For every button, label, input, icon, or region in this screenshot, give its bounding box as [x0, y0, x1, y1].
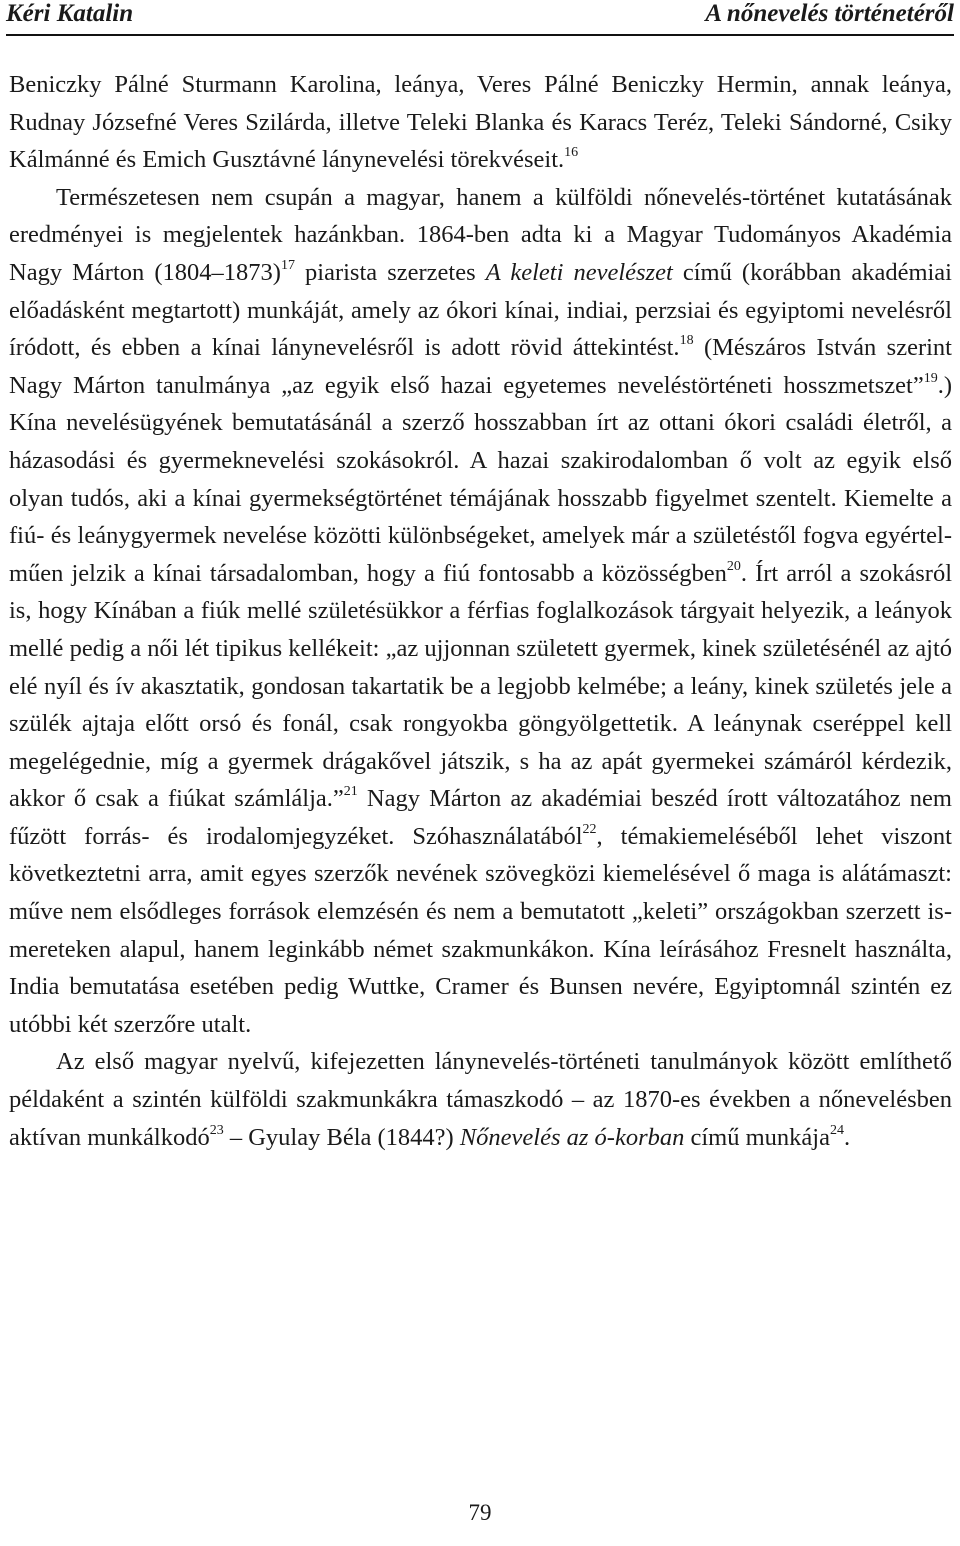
- running-header: [6, 0, 954, 36]
- header-title: A nőnevelés történetéről: [705, 0, 954, 27]
- paragraph: Az első magyar nyelvű, kifejezetten lánynevelés-történeti tanulmányok között említhető példaként a szintén külföldi szakmunkákra támaszkodó – az 1870-es években a nőnevelésben aktívan munkálkodó$^{23}$ – Gyulay Béla (1844?) Nőnevelés az ó-korban című munkája$^{24}$.: [9, 1048, 952, 1151]
- header-author: Kéri Katalin: [6, 0, 134, 27]
- paragraph: Természetesen nem csupán a magyar, hanem a külföldi nőnevelés-történet kutatásának eredményei is megjelentek hazánkban. 1864-ben adta ki a Magyar Tudományos Akadémia Nagy Márton (1804–1873)$^{17}$ piarista szerzetes A keleti nevelészet című (korábban akadémiai előadásként megtartott) munkáját, amely az ókori kínai, indiai, perzsiai és egyiptomi nevelésről íródott, és ebben a kínai lánynevelésről is adott rövid áttekintést.$^{18}$ (Mészáros István szerint Nagy Márton tanulmánya „az egyik első hazai egyetemes neveléstörténeti hosszmetszet”$^{19}$.) Kína nevelésügyének bemutatásánál a szerző hosszabban írt az ottani ókori családi életről, a házasodási és gyermeknevelési szokásokról. A hazai szakirodalomban ő volt az egyik első olyan tudós, aki a kínai gyermekségtörténet témájának hosszabb figyelmet szentelt. Kiemelte a fiú- és leánygyermek nevelése közötti különbségeket, amelyek már a születéstől fogva egyértelműen jelzik a kínai társadalomban, hogy a fiú fontosabb a közösségben$^{20}$. Írt arról a szokásról is, hogy Kínában a fiúk mellé születésükkor a férfias foglalkozások tárgyait helyezik, a leányok mellé pedig a női lét tipikus kellékeit: „az ujjonnan született gyermek, kinek születésénél az ajtó elé nyíl és ív akasztatik, gondosan takartatik be a legjobb kelmébe; a leány, kinek születés jele a szülék ajtaja előtt orsó és fonál, csak rongyokba göngyölgettetik. A leánynak cseréppel kell megelégednie, míg a gyermek drágakővel játszik, s ha az apát gyermekei számáról kérdezik, akkor ő csak a fiúkat számlálja.”$^{21}$ Nagy Márton az akadémiai beszéd írott változatához nem fűzött forrás- és irodalomjegyzéket. Szóhasználatából$^{22}$, témakiemeléséből lehet viszont következtetni arra, amit egyes szerzők nevének szövegközi kiemelésével ő maga is alátámaszt: műve nem elsődleges források elemzésén és nem a bemutatott „keleti” országokban szerzett ismereteken alapul, hanem leginkább német szakmunkákon. Kína leírásához Fresnelt használta, India bemutatása esetében pedig Wuttke, Cramer és Bunsen nevére, Egyiptomnál szintén ez utóbbi két szerzőre utalt.: [9, 183, 953, 1038]
- work-title: A keleti nevelészet: [485, 258, 673, 286]
- work-title: Nőnevelés az ó-korban: [459, 1123, 685, 1151]
- body-text: [9, 66, 952, 1156]
- footnote-ref[interactable]: 22: [582, 821, 597, 837]
- footnote-ref[interactable]: 23: [209, 1122, 224, 1138]
- footnote-ref[interactable]: 17: [280, 257, 295, 273]
- paragraph: Beniczky Pálné Sturmann Karolina, leánya, Veres Pálné Beniczky Hermin, annak leánya, Rudnay Józsefné Veres Szilárda, illetve Teleki Blanka és Karacs Teréz, Teleki Sándorné, Csiky Kálmánné és Emich Gusztávné lánynevelési törekvéseit.$^{16}$: [9, 71, 952, 174]
- footnote-ref[interactable]: 20: [726, 558, 741, 574]
- footnote-ref[interactable]: 16: [564, 145, 579, 161]
- footnote-ref[interactable]: 19: [923, 370, 938, 386]
- footnote-ref[interactable]: 18: [679, 333, 694, 349]
- footnote-ref[interactable]: 21: [343, 784, 358, 800]
- footnote-ref[interactable]: 24: [829, 1122, 844, 1138]
- page-number: 79: [468, 1500, 492, 1525]
